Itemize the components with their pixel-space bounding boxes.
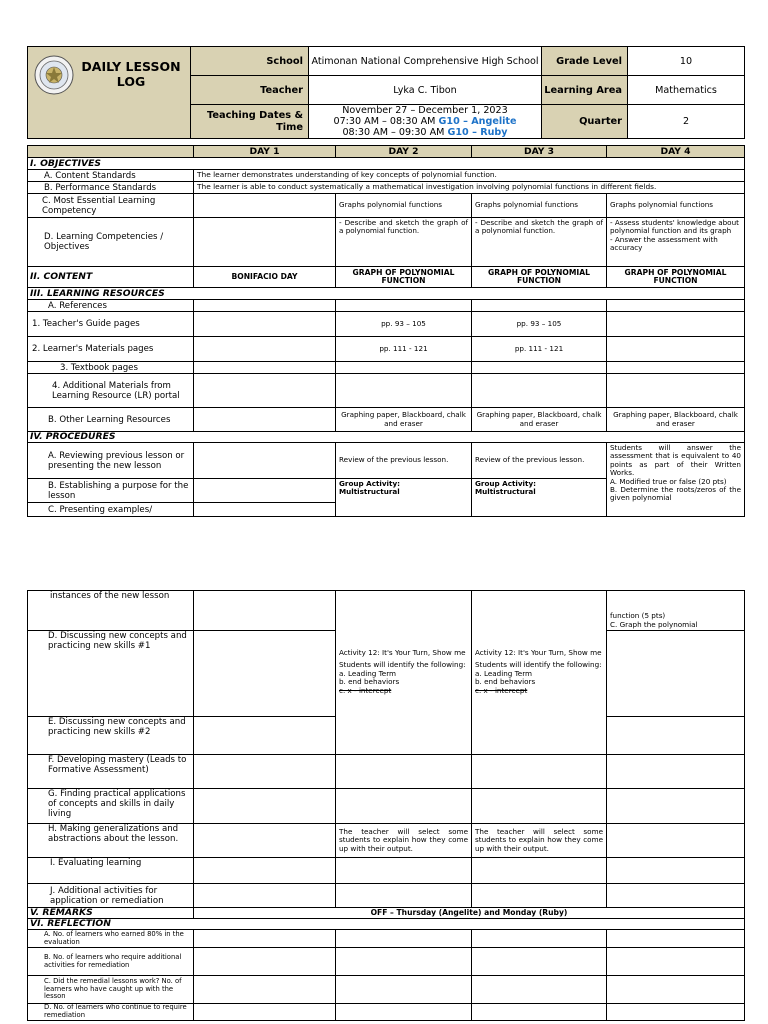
cell [194,858,336,884]
day-header: DAY 3 [472,146,607,158]
cell [607,312,745,337]
cell: GRAPH OF POLYNOMIAL FUNCTION [336,267,472,288]
row-label: I. Evaluating learning [28,858,194,884]
cell [336,479,472,517]
cell [607,948,745,976]
cell: - Describe and sketch the graph of a polynomial function. [336,218,472,267]
row-label: D. No. of learners who continue to require remediation [28,1004,194,1021]
cell [607,858,745,884]
section-procedures: IV. PROCEDURES [28,432,745,443]
cell [607,789,745,824]
cell [472,755,607,789]
cell [336,300,472,312]
cell [472,374,607,408]
cell [194,717,336,755]
cell [194,591,336,631]
time-2: 08:30 AM – 09:30 AM [342,127,445,138]
cell [472,789,607,824]
row-label: C. Did the remedial lessons work? No. of learners who have caught up with the lesson [28,976,194,1004]
cell [336,884,472,908]
cell [336,858,472,884]
row-label: D. Discussing new concepts and practicing new skills #1 [28,631,194,717]
cell: The teacher will select some students to explain how they come up with their output. [336,824,472,858]
cell [336,362,472,374]
row-label: instances of the new lesson [28,591,194,631]
quarter-value: 2 [628,105,745,139]
cell: Graphing paper, Blackboard, chalk and eraser [472,408,607,432]
row-label: A. No. of learners who earned 80% in the evaluation [28,930,194,948]
row-label: 2. Learner's Materials pages [28,337,194,362]
objective-line: - Assess students' knowledge about polynomial function and its graph [610,218,739,236]
cell [607,631,745,717]
dates-line: November 27 – December 1, 2023 [342,105,508,116]
teaching-dates-value [309,105,542,139]
cell [194,337,336,362]
day-header: DAY 4 [607,146,745,158]
row-label: J. Additional activities for application or remediation [28,884,194,908]
cell [336,1004,472,1021]
row-label: B. No. of learners who require additional activities for remediation [28,948,194,976]
assessment-line: Students will answer the assessment that is equivalent to 40 points as part of their Written Works. [610,443,741,478]
cell [607,1004,745,1021]
cell [607,717,745,755]
row-label: 1. Teacher's Guide pages [28,312,194,337]
cell [472,300,607,312]
section-reflection: VI. REFLECTION [28,919,745,930]
cell: GRAPH OF POLYNOMIAL FUNCTION [607,267,745,288]
section-ruby: G10 – Ruby [447,127,508,138]
row-label: A. References [28,300,194,312]
cell [194,755,336,789]
activity-line: Activity 12: It's Your Turn, Show me [339,648,466,657]
row-label: B. Establishing a purpose for the lesson [28,479,194,503]
cell [194,948,336,976]
teaching-dates-label: Teaching Dates & Time [191,105,309,139]
cell [607,976,745,1004]
cell [194,930,336,948]
cell: Graphing paper, Blackboard, chalk and eraser [336,408,472,432]
activity-line: Group Activity: [475,479,537,488]
day-header: DAY 2 [336,146,472,158]
cell [194,443,336,479]
cell [336,374,472,408]
cell [194,374,336,408]
activity-line: Activity 12: It's Your Turn, Show me [475,648,602,657]
cell: - Describe and sketch the graph of a polynomial function. [472,218,607,267]
activity-line: Students will identify the following: a. Leading Term [339,660,466,678]
day-header: DAY 1 [194,146,336,158]
assessment-cell [607,443,745,517]
activity-line: Students will identify the following: a. Leading Term [475,660,602,678]
cell [607,337,745,362]
cell [194,312,336,337]
assessment-line: function (5 pts) [610,611,666,621]
learning-area-label: Learning Area [542,76,628,105]
cell [194,408,336,432]
cell: Graphing paper, Blackboard, chalk and eraser [607,408,745,432]
row-label: A. Content Standards [28,170,194,182]
content-standards-text: The learner demonstrates understanding of key concepts of polynomial function. [194,170,745,182]
section-objectives: I. OBJECTIVES [28,158,745,170]
header-table [27,46,745,139]
section-resources: III. LEARNING RESOURCES [28,288,745,300]
time-1: 07:30 AM – 08:30 AM [333,116,436,127]
assessment-cell-cont [607,591,745,631]
row-label: G. Finding practical applications of concepts and skills in daily living [28,789,194,824]
assessment-line: B. Determine the roots/zeros of the given polynomial [610,485,741,503]
cell: Graphs polynomial functions [472,194,607,218]
teacher-value: Lyka C. Tibon [309,76,542,105]
quarter-label: Quarter [542,105,628,139]
cell [194,824,336,858]
time-line-1 [309,116,541,127]
cell [472,948,607,976]
assessment-line: A. Modified true or false (20 pts) [610,476,727,486]
cell: GRAPH OF POLYNOMIAL FUNCTION [472,267,607,288]
objective-line: - Answer the assessment with accuracy [610,234,718,253]
deped-seal-icon [34,55,74,95]
cell [472,930,607,948]
remarks-text: OFF – Thursday (Angelite) and Monday (Ruby) [194,908,745,919]
cell [336,948,472,976]
row-label: C. Most Essential Learning Competency [28,194,194,218]
cell [472,858,607,884]
school-label: School [191,47,309,76]
cell [607,362,745,374]
cell: Graphs polynomial functions [336,194,472,218]
row-label: A. Reviewing previous lesson or presenting the new lesson [28,443,194,479]
cell: BONIFACIO DAY [194,267,336,288]
row-label: B. Other Learning Resources [28,408,194,432]
cell [194,976,336,1004]
grade-level-value: 10 [628,47,745,76]
row-label: 3. Textbook pages [28,362,194,374]
cell [607,218,745,267]
cell [472,479,607,517]
performance-standards-text: The learner is able to conduct systematically a mathematical investigation involving polynomial functions in different fields. [194,182,745,194]
cell [472,1004,607,1021]
row-label: F. Developing mastery (Leads to Formative Assessment) [28,755,194,789]
section-content: II. CONTENT [28,267,194,288]
activity-line: b. end behaviors [475,677,536,687]
cell: Graphs polynomial functions [607,194,745,218]
section-angelite: G10 – Angelite [438,116,517,127]
row-label: B. Performance Standards [28,182,194,194]
section-remarks: V. REMARKS [28,908,194,919]
cell [194,631,336,717]
cell [336,789,472,824]
activity-cell [336,591,472,755]
cell [607,824,745,858]
cell [607,300,745,312]
cell [336,930,472,948]
cell: The teacher will select some students to explain how they come up with their output. [472,824,607,858]
row-label: H. Making generalizations and abstractions about the lesson. [28,824,194,858]
cell [194,362,336,374]
grade-level-label: Grade Level [542,47,628,76]
cell: pp. 93 – 105 [472,312,607,337]
title-cell [28,47,191,139]
time-line-2 [309,127,541,138]
cell [472,362,607,374]
cell [336,755,472,789]
cell [194,503,336,517]
activity-line: Multistructural [475,487,536,497]
activity-cell [472,591,607,755]
activity-line: b. end behaviors [339,677,400,687]
cell [194,218,336,267]
activity-line: Multistructural [339,487,400,497]
cell [607,374,745,408]
cell [194,884,336,908]
cell [194,1004,336,1021]
lesson-table-page-1 [27,145,745,517]
cell: Review of the previous lesson. [472,443,607,479]
cell: pp. 111 - 121 [336,337,472,362]
learning-area-value: Mathematics [628,76,745,105]
cell [607,755,745,789]
row-label: 4. Additional Materials from Learning Resource (LR) portal [28,374,194,408]
row-label: C. Presenting examples/ [28,503,194,517]
activity-line: Group Activity: [339,479,401,488]
cell [472,884,607,908]
cell: pp. 111 - 121 [472,337,607,362]
cell: Review of the previous lesson. [336,443,472,479]
cell [336,976,472,1004]
teacher-label: Teacher [191,76,309,105]
activity-line: c. x - intercept [339,685,392,695]
document-title: DAILY LESSON LOG [81,59,181,89]
lesson-table-page-2 [27,590,745,1021]
cell [194,789,336,824]
cell [607,930,745,948]
row-label: D. Learning Competencies / Objectives [28,218,194,267]
cell [194,300,336,312]
assessment-line: C. Graph the polynomial [610,619,698,629]
activity-line: c. x - intercept [475,685,528,695]
cell [472,976,607,1004]
corner-cell [28,146,194,158]
cell: pp. 93 – 105 [336,312,472,337]
row-label: E. Discussing new concepts and practicing new skills #2 [28,717,194,755]
cell [194,194,336,218]
cell [194,479,336,503]
school-value: Atimonan National Comprehensive High School [309,47,542,76]
cell [607,884,745,908]
